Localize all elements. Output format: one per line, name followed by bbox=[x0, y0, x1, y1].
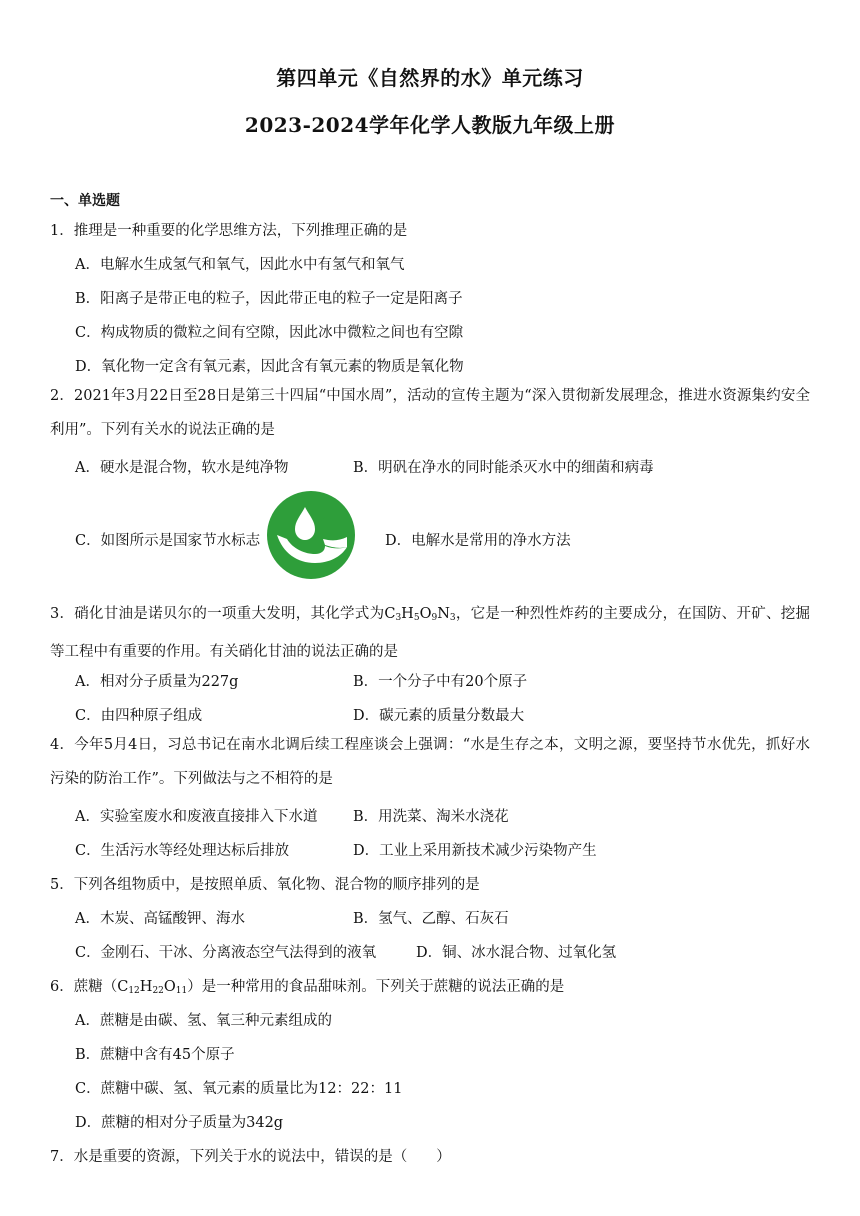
question-3-option-c: C．由四种原子组成 bbox=[75, 708, 203, 724]
question-1-option-c: C．构成物质的微粒之间有空隙，因此冰中微粒之间也有空隙 bbox=[75, 325, 464, 341]
question-1-option-a: A．电解水生成氢气和氧气，因此水中有氢气和氧气 bbox=[75, 257, 405, 273]
question-4-option-a: A．实验室废水和废液直接排入下水道 bbox=[75, 809, 318, 825]
question-7-stem: 7．水是重要的资源，下列关于水的说法中，错误的是（ ） bbox=[50, 1149, 451, 1165]
document-title: 第四单元《自然界的水》单元练习 bbox=[276, 66, 584, 90]
question-6-option-c: C．蔗糖中碳、氢、氧元素的质量比为12：22：11 bbox=[75, 1081, 403, 1097]
question-2-option-b: B．明矾在净水的同时能杀灭水中的细菌和病毒 bbox=[353, 460, 654, 476]
question-5-option-b: B．氢气、乙醇、石灰石 bbox=[353, 911, 509, 927]
question-3-option-d: D．碳元素的质量分数最大 bbox=[353, 708, 525, 724]
question-5-option-a: A．木炭、高锰酸钾、海水 bbox=[75, 911, 245, 927]
question-6-option-a: A．蔗糖是由碳、氢、氧三种元素组成的 bbox=[75, 1013, 332, 1029]
question-4-stem: 4．今年5月4日，习总书记在南水北调后续工程座谈会上强调：“水是生存之本，文明之源，要坚持节水优先，抓好水污染的防治工作”。下列做法与之不相符的是 bbox=[50, 737, 810, 787]
section-heading: 一、单选题 bbox=[50, 193, 120, 209]
question-6-option-b: B．蔗糖中含有45个原子 bbox=[75, 1047, 235, 1063]
question-3-option-b: B．一个分子中有20个原子 bbox=[353, 674, 528, 690]
question-2-option-d: D．电解水是常用的净水方法 bbox=[385, 533, 571, 549]
water-saving-logo-icon bbox=[267, 491, 355, 579]
question-4-option-b: B．用洗菜、淘米水浇花 bbox=[353, 809, 509, 825]
question-3-stem: 3．硝化甘油是诺贝尔的一项重大发明，其化学式为$C_3H_5O_9N_3$，它是一种烈性炸药的主要成分，在国防、开矿、挖掘等工程中有重要的作用。有关硝化甘油的说法正确的是 bbox=[50, 606, 810, 660]
question-2-option-c: C．如图所示是国家节水标志 bbox=[75, 533, 261, 549]
document-subtitle: 2023-2024学年化学人教版九年级上册 bbox=[244, 113, 616, 137]
question-5-stem: 5．下列各组物质中，是按照单质、氧化物、混合物的顺序排列的是 bbox=[50, 877, 480, 893]
question-2-stem: 2．2021年3月22日至28日是第三十四届“中国水周”，活动的宣传主题为“深入贯彻新发展理念，推进水资源集约安全利用”。下列有关水的说法正确的是 bbox=[50, 388, 810, 438]
question-3-option-a: A．相对分子质量为227g bbox=[75, 674, 239, 690]
question-1-option-d: D．氧化物一定含有氧元素，因此含有氧元素的物质是氧化物 bbox=[75, 359, 464, 375]
question-1-stem: 1．推理是一种重要的化学思维方法，下列推理正确的是 bbox=[50, 223, 408, 239]
question-1-option-b: B．阳离子是带正电的粒子，因此带正电的粒子一定是阳离子 bbox=[75, 291, 463, 307]
question-6-option-d: D．蔗糖的相对分子质量为342g bbox=[75, 1115, 284, 1131]
question-4-option-d: D．工业上采用新技术减少污染物产生 bbox=[353, 843, 597, 859]
question-2-option-a: A．硬水是混合物，软水是纯净物 bbox=[75, 460, 289, 476]
question-5-option-d: D．铜、冰水混合物、过氧化氢 bbox=[416, 945, 617, 961]
question-6-stem: 6．蔗糖$(C_{12}H_{22}O_{11})$是一种常用的食品甜味剂。下列关于蔗糖的说法正确的是 bbox=[50, 979, 565, 996]
question-5-option-c: C．金刚石、干冰、分离液态空气法得到的液氧 bbox=[75, 945, 377, 961]
question-4-option-c: C．生活污水等经处理达标后排放 bbox=[75, 843, 290, 859]
